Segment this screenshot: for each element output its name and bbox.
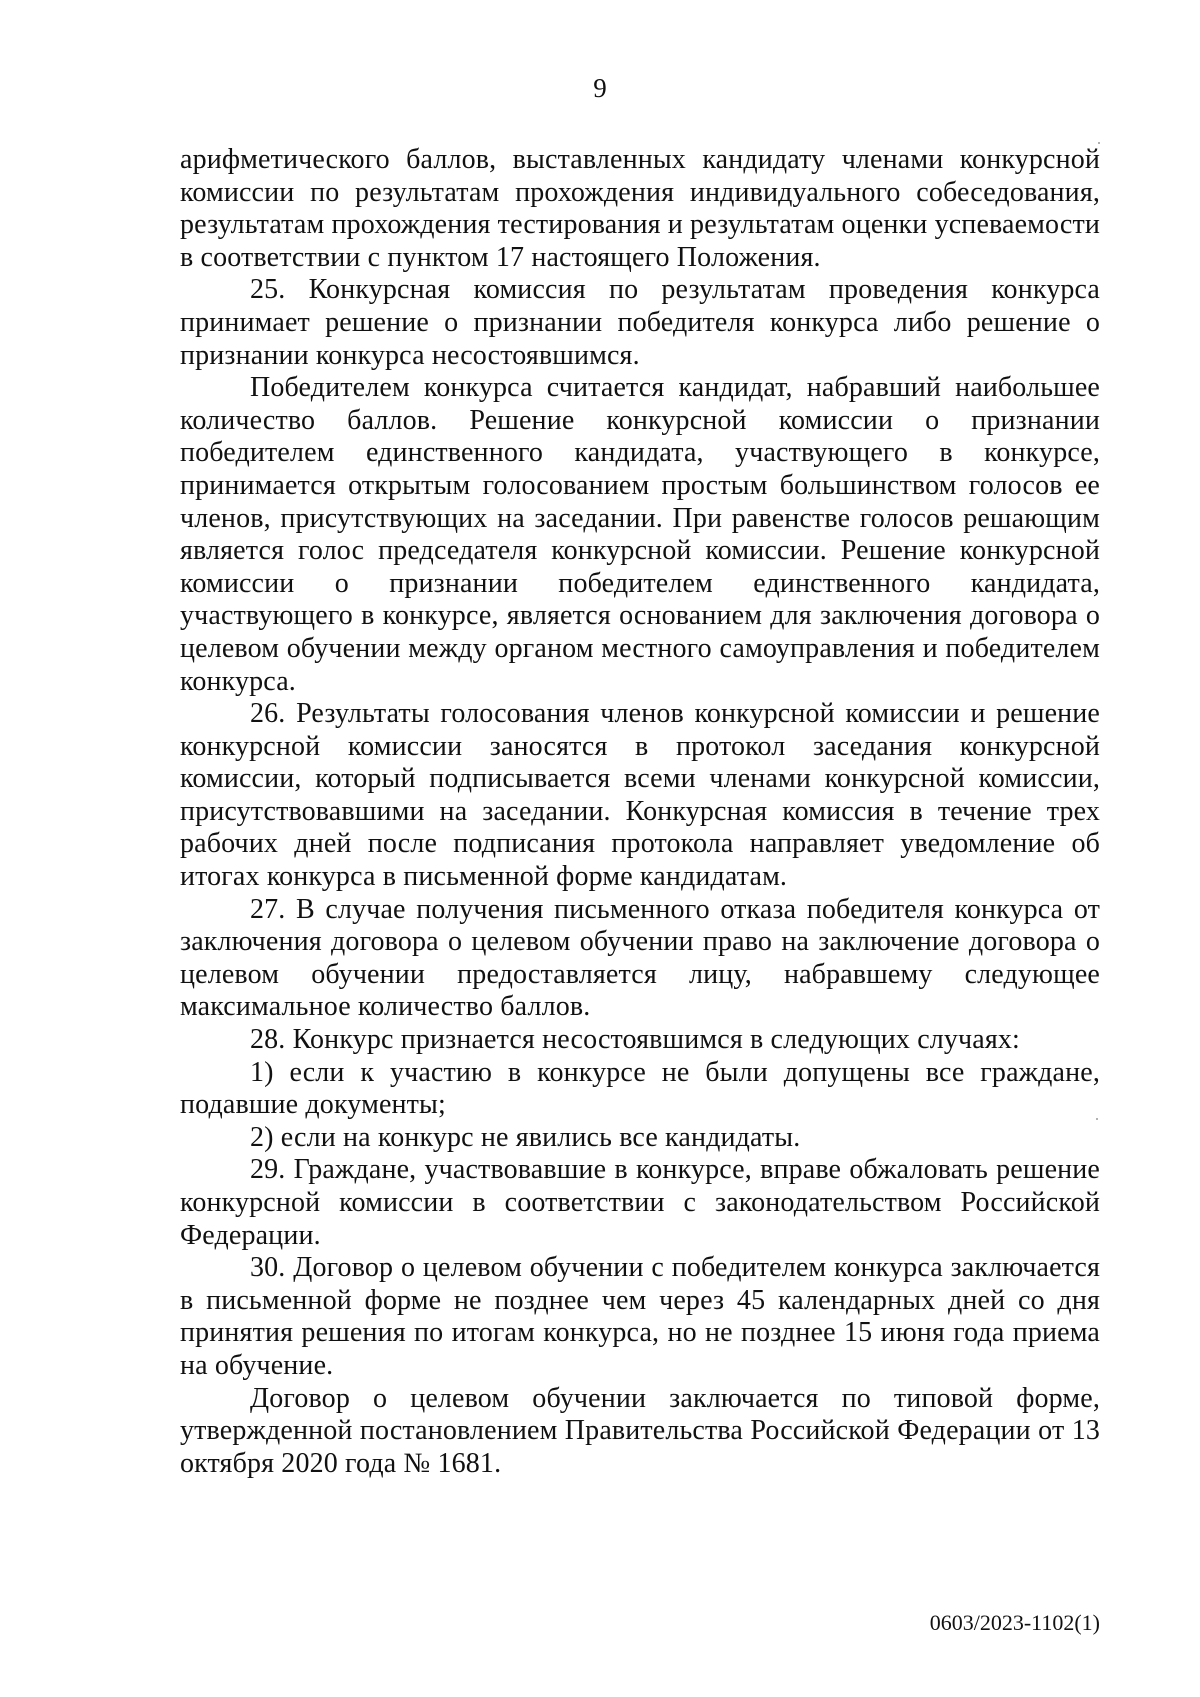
document-code: 0603/2023-1102(1) [929,1610,1100,1635]
paragraph-clause-30-contract: Договор о целевом обучении заключается по типовой форме, утвержденной постановлением Правительства Российской Федерации от 13 октября 2020 года № 1681. [180,1382,1100,1479]
paragraph-clause-28: 28. Конкурс признается несостоявшимся в следующих случаях: [250,1024,1020,1056]
scan-speck [1098,142,1100,144]
paragraph-clause-29: 29. Граждане, участвовавшие в конкурсе, вправе обжаловать решение конкурсной комиссии в соответствии с законодательством Российской Федерации. [180,1154,1100,1251]
paragraph-clause-28-item-1: 1) если к участию в конкурсе не были допущены все граждане, подавшие документы; [180,1056,1100,1121]
paragraph-clause-27: 27. В случае получения письменного отказа победителя конкурса от заключения договора о целевом обучении право на заключение договора о целевом обучении предоставляется лицу, набравшему следующее максимальное количество баллов. [180,893,1100,1023]
paragraph-clause-26: 26. Результаты голосования членов конкурсной комиссии и решение конкурсной комиссии заносятся в протокол заседания конкурсной комиссии, который подписывается всеми членами конкурсной комиссии, присутствовавшими на заседании. Конкурсная комиссия в течение трех рабочих дней после подписания протокола направляет уведомление об итогах конкурса в письменной форме кандидатам. [180,698,1100,893]
paragraph-clause-25-winner: Победителем конкурса считается кандидат, набравший наибольшее количество баллов. Решение конкурсной комиссии о признании победителем единственного кандидата, участвующего в конкурсе, принимается открытым голосованием простым большинством голосов ее членов, присутствующих на заседании. При равенстве голосов решающим является голос председателя конкурсной комиссии. Решение конкурсной комиссии о признании победителем единственного кандидата, участвующего в конкурсе, является основанием для заключения договора о целевом обучении между органом местного самоуправления и победителем конкурса. [180,372,1100,697]
scan-speck [1096,1118,1098,1120]
page-number: 9 [593,73,607,103]
paragraph-continuation: арифметического баллов, выставленных кандидату членами конкурсной комиссии по результатам прохождения индивидуального собеседования, результатам прохождения тестирования и результатам оценки успеваемости в соответствии с пунктом 17 настоящего Положения. [180,144,1100,273]
paragraph-clause-30: 30. Договор о целевом обучении с победителем конкурса заключается в письменной форме не позднее чем через 45 календарных дней со дня принятия решения по итогам конкурса, но не позднее 15 июня года приема на обучение. [180,1252,1100,1381]
paragraph-clause-25: 25. Конкурсная комиссия по результатам проведения конкурса принимает решение о признании победителя конкурса либо решение о признании конкурса несостоявшимся. [180,274,1100,371]
paragraph-clause-28-item-2: 2) если на конкурс не явились все кандидаты. [250,1121,801,1153]
document-body [180,144,1100,1480]
